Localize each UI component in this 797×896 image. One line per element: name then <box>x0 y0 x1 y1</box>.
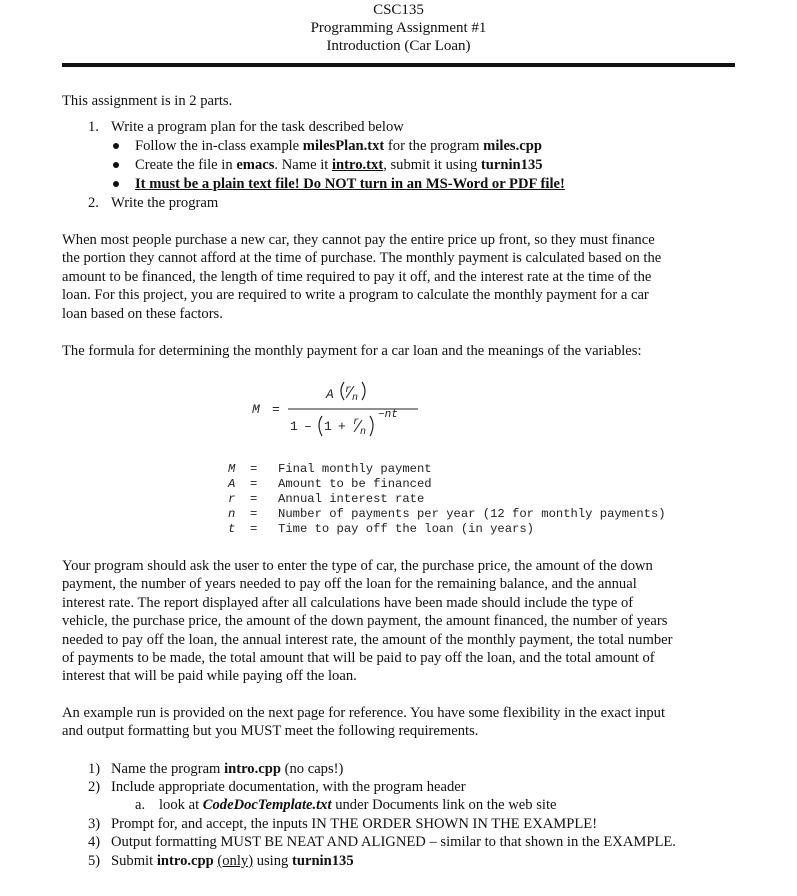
description-line: loan based on these factors. <box>62 305 223 322</box>
program-line: payment, the number of years needed to pay off the loan for the remaining balance, and the annual <box>62 576 637 593</box>
req1-text: Name the program intro.cpp (no caps!) <box>111 761 344 777</box>
formula-den-minus: – <box>304 419 312 434</box>
program-line: interest rate. The report displayed after all calculations have been made should include the type of <box>62 594 634 611</box>
program-line: of payments to be made, the total amount that will be paid to pay off the loan, and the total amount of <box>62 650 655 667</box>
loan-formula <box>240 378 440 448</box>
formula-den-n: n <box>360 427 367 438</box>
formula-den-plus: + <box>338 419 346 434</box>
formula-paren <box>319 416 322 436</box>
formula-paren <box>341 382 344 400</box>
description-line: When most people purchase a new car, they cannot pay the entire price up front, so they must finance <box>62 232 655 248</box>
req4-text: Output formatting MUST BE NEAT AND ALIGNED – similar to that shown in the EXAMPLE. <box>111 834 676 850</box>
header-rule <box>62 63 735 67</box>
variable-row: t = Time to pay off the loan (in years) <box>228 522 534 536</box>
req5-number: 5) <box>88 853 101 869</box>
assignment-subtitle: Introduction (Car Loan) <box>326 38 471 54</box>
formula-den-inner-one: 1 <box>324 419 332 434</box>
variable-row: r = Annual interest rate <box>228 492 425 506</box>
bullet1-text: Follow the in-class example milesPlan.txt for the program miles.cpp <box>135 138 542 154</box>
req3-number: 3) <box>88 816 101 832</box>
formula-den-r: r <box>353 417 360 428</box>
formula-exponent: −nt <box>378 409 398 421</box>
item2-text: Write the program <box>111 195 219 211</box>
req2-number: 2) <box>88 779 101 795</box>
parts-text: This assignment is in 2 parts. <box>62 93 233 109</box>
description-line: amount to be financed, the length of time required to pay it off, and the interest rate at the time of the <box>62 268 652 285</box>
assignment-title: Programming Assignment #1 <box>310 20 487 36</box>
program-line: Your program should ask the user to enter the type of car, the purchase price, the amount of the down <box>62 558 653 574</box>
formula-num-r: r <box>345 385 352 396</box>
item2-number: 2. <box>88 195 99 211</box>
bullet-dot <box>113 181 119 187</box>
formula-paren <box>362 382 365 400</box>
req2-text: Include appropriate documentation, with the program header <box>111 779 466 795</box>
bullet3-text: It must be a plain text file! Do NOT turn in an MS-Word or PDF file! <box>135 176 565 192</box>
program-line: vehicle, the purchase price, the amount of the down payment, the amount financed, the number of years <box>62 613 668 630</box>
bullet2-text: Create the file in emacs. Name it intro.txt, submit it using turnin135 <box>135 157 543 173</box>
description-line: loan. For this project, you are required to write a program to calculate the monthly payment for a car <box>62 287 649 304</box>
example-line: An example run is provided on the next page for reference. You have some flexibility in the exact input <box>62 705 666 721</box>
variable-row: A = Amount to be financed <box>228 477 432 491</box>
course-code: CSC135 <box>373 2 424 18</box>
description-line: the portion they cannot afford at the time of purchase. The monthly payment is calculated based on the <box>62 250 662 267</box>
variable-row: n = Number of payments per year (12 for monthly payments) <box>228 507 666 521</box>
formula-paren <box>370 416 373 436</box>
formula-den-one: 1 <box>290 419 298 434</box>
formula-num-a: A <box>326 387 334 402</box>
item1-text: Write a program plan for the task described below <box>111 119 404 135</box>
formula-lhs: M <box>252 402 260 417</box>
formula-equals: = <box>272 402 280 417</box>
description-paragraph <box>62 231 735 323</box>
item1-number: 1. <box>88 119 99 135</box>
formula-num-n: n <box>352 393 359 404</box>
bullet-dot <box>113 162 119 168</box>
example-paragraph <box>62 704 735 741</box>
req2a-text: look at CodeDocTemplate.txt under Documents link on the web site <box>159 797 557 813</box>
bullet-dot <box>113 143 119 149</box>
req5-text: Submit intro.cpp (only) using turnin135 <box>111 853 354 869</box>
req3-text: Prompt for, and accept, the inputs IN THE ORDER SHOWN IN THE EXAMPLE! <box>111 816 598 832</box>
variable-row: M = Final monthly payment <box>228 462 432 476</box>
program-paragraph <box>62 557 735 686</box>
example-line: and output formatting but you MUST meet the following requirements. <box>62 723 479 740</box>
program-line: interest that will be paid while paying off the loan. <box>62 668 357 685</box>
req2a-number: a. <box>135 797 146 813</box>
req4-number: 4) <box>88 834 101 850</box>
req1-number: 1) <box>88 761 101 777</box>
program-line: needed to pay off the loan, the annual interest rate, the amount of the monthly payment, the total number <box>62 631 673 648</box>
formula-intro: The formula for determining the monthly payment for a car loan and the meanings of the variables: <box>62 343 642 359</box>
